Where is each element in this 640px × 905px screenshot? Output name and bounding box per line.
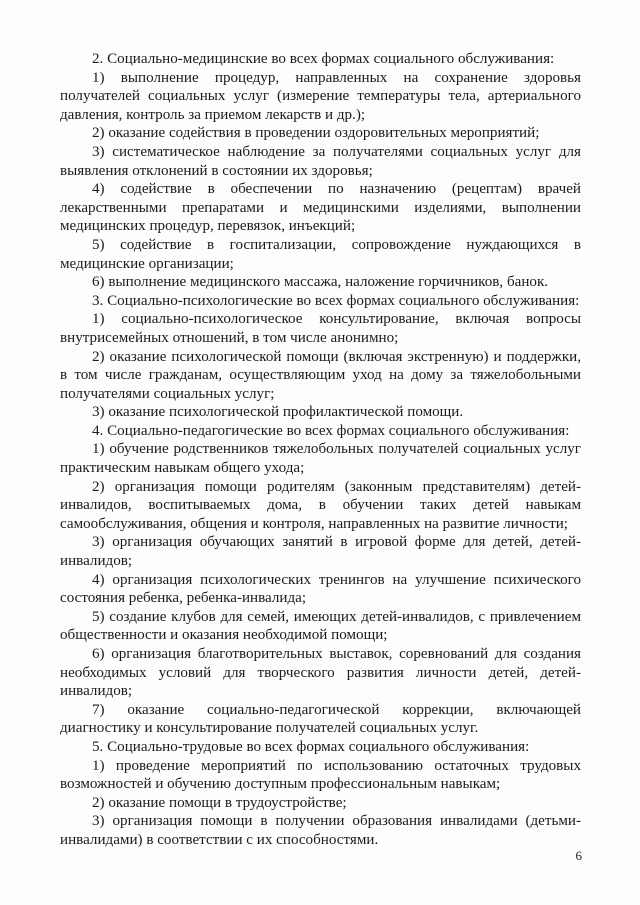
section-heading-social-medical: 2. Социально-медицинские во всех формах социального обслуживания: [92, 51, 555, 67]
section-heading-social-pedagogical: 4. Социально-педагогические во всех формах социального обслуживания: [92, 422, 570, 439]
list-item: 3) организация помощи в получении образования инвалидами (детьми-инвалидами) в соответствии с их способностями. [60, 813, 581, 848]
list-item: 5) содействие в госпитализации, сопровождение нуждающихся в медицинские организации; [60, 236, 581, 272]
list-item: 2) оказание психологической помощи (включая экстренную) и поддержки, в том числе гражданам, осуществляющим уход на дому за тяжелобольными получателями социальных услуг; [60, 348, 581, 402]
list-item: 3) систематическое наблюдение за получателями социальных услуг для выявления отклонений в состоянии их здоровья; [60, 143, 581, 179]
list-item: 3) оказание психологической профилактической помощи. [92, 404, 464, 421]
list-item: 1) выполнение процедур, направленных на сохранение здоровья получателей социальных услуг (измерение температуры тела, артериального давления, контроль за приемом лекарств и др.); [60, 69, 581, 123]
page-number: 6 [575, 848, 582, 863]
list-item: 1) социально-психологическое консультирование, включая вопросы внутрисемейных отношений, в том числе анонимно; [60, 311, 581, 346]
list-item: 6) выполнение медицинского массажа, наложение горчичников, банок. [92, 274, 549, 291]
list-item: 4) содействие в обеспечении по назначению (рецептам) врачей лекарственными препаратами и медицинскими изделиями, выполнении медицинских процедур, перевязок, инъекций; [60, 181, 581, 235]
list-item: 7) оказание социально-педагогической коррекции, включающей диагностику и консультирование получателей социальных услуг. [60, 701, 581, 737]
list-item: 2) оказание содействия в проведении оздоровительных мероприятий; [92, 125, 540, 142]
section-heading-social-psychological: 3. Социально-психологические во всех формах социального обслуживания: [92, 292, 580, 309]
list-item: 3) организация обучающих занятий в игровой форме для детей, детей-инвалидов; [60, 534, 581, 570]
list-item: 4) организация психологических тренингов на улучшение психического состояния ребенка, ребенка-инвалида; [60, 571, 581, 607]
section-heading-social-labor: 5. Социально-трудовые во всех формах социального обслуживания: [92, 738, 530, 755]
list-item: 1) обучение родственников тяжелобольных получателей социальных услуг практическим навыкам общего ухода; [60, 441, 581, 477]
list-item: 5) создание клубов для семей, имеющих детей-инвалидов, с привлечением общественности и оказания необходимой помощи; [60, 608, 581, 644]
list-item: 2) оказание помощи в трудоустройстве; [92, 794, 347, 811]
document-body [60, 50, 581, 850]
list-item: 6) организация благотворительных выставок, соревнований для создания необходимых условий для творческого развития личности детей, детей-инвалидов; [60, 646, 581, 700]
list-item: 2) организация помощи родителям (законным представителям) детей-инвалидов, воспитываемых дома, в обучении таких детей навыкам самообслуживания, общения и контроля, направленных на развитие личности; [60, 478, 581, 532]
list-item: 1) проведение мероприятий по использованию остаточных трудовых возможностей и обучению доступным профессиональным навыкам; [60, 757, 581, 793]
